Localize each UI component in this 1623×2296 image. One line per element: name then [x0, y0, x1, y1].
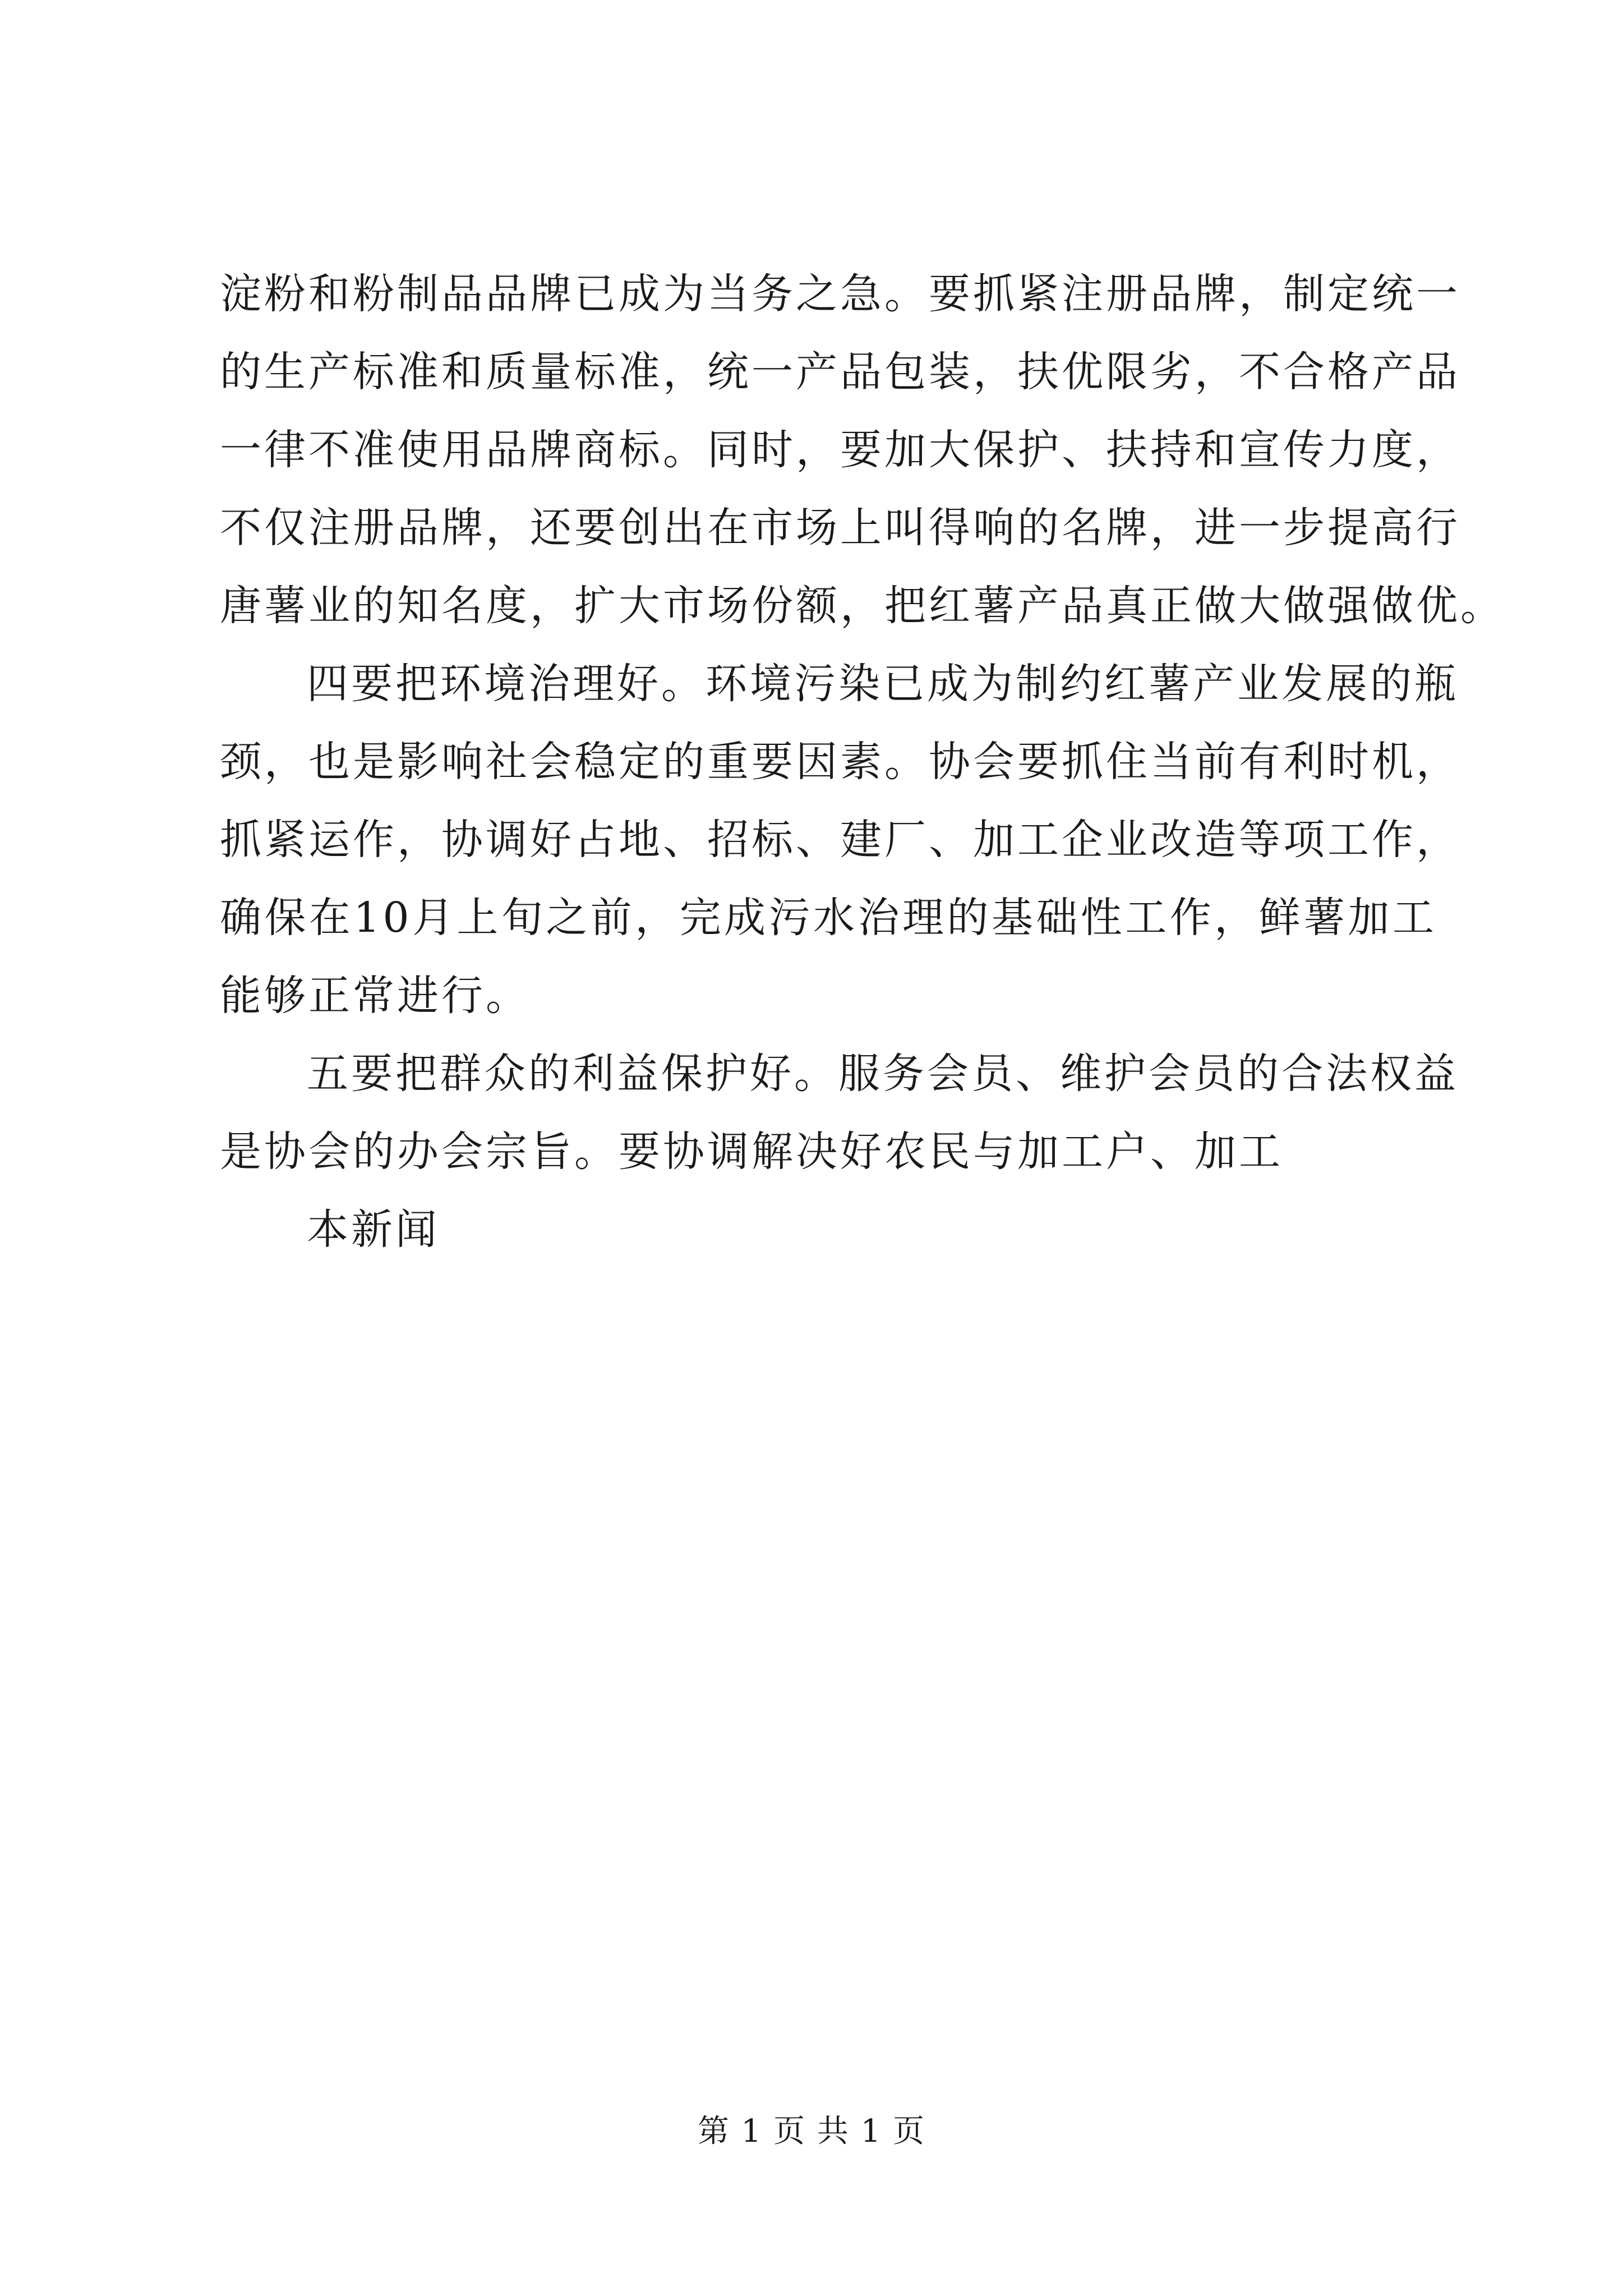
text-line: 唐薯业的知名度，扩大市场份额，把红薯产品真正做大做强做优。 [220, 582, 1505, 630]
paragraph-start-line: 本新闻 [307, 1205, 440, 1254]
document-body [220, 255, 1505, 1269]
text-line: 抓紧运作，协调好占地、招标、建厂、加工企业改造等项工作， [220, 816, 1460, 864]
text-line: 确保在10月上旬之前，完成污水治理的基础性工作，鲜薯加工 [220, 894, 1437, 942]
text-line: 是协会的办会宗旨。要协调解决好农民与加工户、加工 [220, 1128, 1283, 1176]
text-line: 颈，也是影响社会稳定的重要因素。协会要抓住当前有利时机， [220, 738, 1460, 786]
paragraph-start-line: 五要把群众的利益保护好。服务会员、维护会员的合法权益 [307, 1050, 1459, 1098]
text-line: 淀粉和粉制品品牌已成为当务之急。要抓紧注册品牌，制定统一 [220, 270, 1460, 318]
paragraph-start-line: 四要把环境治理好。环境污染已成为制约红薯产业发展的瓶 [307, 660, 1459, 708]
text-line: 不仅注册品牌，还要创出在市场上叫得响的名牌，进一步提高行 [220, 504, 1460, 552]
page-number-label: 第 1 页 共 1 页 [697, 2113, 926, 2150]
page-footer [0, 2109, 1623, 2154]
text-line: 的生产标准和质量标准，统一产品包装，扶优限劣，不合格产品 [220, 348, 1460, 396]
text-line: 能够正常进行。 [220, 972, 530, 1020]
text-line: 一律不准使用品牌商标。同时，要加大保护、扶持和宣传力度， [220, 426, 1460, 474]
